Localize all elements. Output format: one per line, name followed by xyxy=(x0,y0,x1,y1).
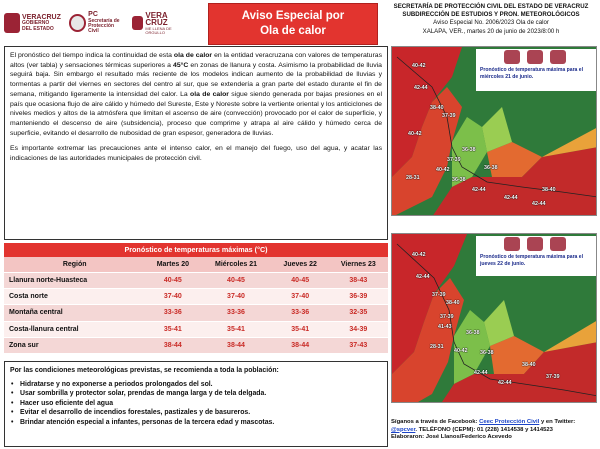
map-label: 37-39 xyxy=(440,314,454,320)
list-item: • Hacer uso eficiente del agua xyxy=(10,399,382,409)
map-label: 41-43 xyxy=(438,324,452,330)
table-row: Costa-llanura central 35-41 35-41 35-41 34-39 xyxy=(4,321,388,337)
map-label: 36-38 xyxy=(484,165,498,171)
bulletin-header: SECRETARÍA DE PROTECCIÓN CIVIL DEL ESTADO DE VERACRUZ SUBDIRECCIÓN DE ESTUDIOS Y PRON. METEOROLÓGICOS Aviso Especial No. 2006/2023 Ola de calor XALAPA, VER., martes 20 de junio de 2023/8:00 h xyxy=(393,3,589,35)
table-row: Zona sur 38-44 38-44 38-44 37-43 xyxy=(4,338,388,354)
map-label: 40-42 xyxy=(454,348,468,354)
map-caption: Pronóstico de temperatura máxima para el miércoles 21 de junio. xyxy=(480,67,584,80)
map-caption: Pronóstico de temperatura máxima para el jueves 22 de junio. xyxy=(480,254,584,267)
table-row: Llanura norte-Huasteca 40-45 40-45 40-45 38-43 xyxy=(4,272,388,288)
map-label: 38-40 xyxy=(446,300,460,306)
logo-icon xyxy=(527,50,543,64)
forecast-paragraph: El pronóstico del tiempo indica la continuidad de esta ola de calor en la entidad veracruzana con valores de temperaturas altos (ver tabla) y sensaciones térmicas superiores a 45°C en zonas de llanura y costa. Asimismo la probabilidad de lluvia seguirá baja. Sin embargo el resultado más reciente de los modelos indican aumento de la probabilidad de lluvias y tormentas a partir del viernes en sectores del centro al sur, que se extendería a gran parte del estado durante el fin de semana, mitigando ligeramente la intensidad del calor. La ola de calor sigue siendo generada por bajas presiones en el país que ocasiona flujo de aire cálido y húmedo del Sureste, Este y Noreste sobre la vertiente oriental y los anticiclones de niveles medios y altos de la atmósfera que limitan el ascenso de aire (convección) provocado por el calor de superficie, y manteniendo el descenso de aire (subsidencia), proceso que comprime y atrapa al aire cálido y húmedo cerca de superficie, evitando el desarrollo de nubosidad de gran espesor, generadora de lluvias. xyxy=(10,52,382,137)
facebook-link[interactable]: Ceec Protección Civil xyxy=(479,419,540,425)
map-label: 28-31 xyxy=(430,344,444,350)
twitter-link[interactable]: @spcver xyxy=(391,426,416,433)
map-label: 36-38 xyxy=(466,330,480,336)
col-header-day: Viernes 23 xyxy=(329,257,388,272)
map-label: 42-44 xyxy=(504,195,518,201)
map-logos xyxy=(504,50,566,64)
logo-icon xyxy=(504,237,520,251)
map-label: 40-42 xyxy=(412,63,426,69)
veracruz-shield-icon xyxy=(4,13,20,33)
map-label: 37-39 xyxy=(447,157,461,163)
col-header-region: Región xyxy=(4,257,145,272)
map-label: 37-39 xyxy=(442,113,456,119)
map-label: 42-44 xyxy=(416,274,430,280)
map-logos xyxy=(504,237,566,251)
logo-icon xyxy=(550,237,566,251)
temperature-map-thursday xyxy=(391,233,597,403)
table-title: Pronóstico de temperaturas máximas (°C) xyxy=(4,243,388,257)
map-label: 42-44 xyxy=(498,380,512,386)
map-label: 36-38 xyxy=(462,147,476,153)
map-label: 42-44 xyxy=(474,370,488,376)
list-item: • Hidratarse y no exponerse a periodos prolongados del sol. xyxy=(10,380,382,390)
map-label: 36-38 xyxy=(452,177,466,183)
map-label: 38-40 xyxy=(522,362,536,368)
map-label: 40-42 xyxy=(408,131,422,137)
table-row: Costa norte 37-40 37-40 37-40 36-39 xyxy=(4,288,388,304)
temperature-map-wednesday xyxy=(391,46,597,216)
forecast-text xyxy=(4,46,388,240)
map-label: 28-31 xyxy=(406,175,420,181)
recommendations: Por las condiciones meteorológicas previstas, se recomienda a toda la población: • Hidratarse y no exponerse a periodos prolongados del sol. • Usar sombrilla y protector solar, prendas de manga larga y de tela delgada. • Hacer uso eficiente del agua • Evitar el desarrollo de incendios forestales, pastizales y de basureros. • Brindar atención especial a infantes, personas de la tercera edad y mascotas. xyxy=(4,361,388,447)
table-row: Montaña central 33-36 33-36 33-36 32-35 xyxy=(4,305,388,321)
precaution-paragraph: Es importante extremar las precauciones ante el intenso calor, en el manejo del fuego, uso del agua, y acatar las indicaciones de las autoridades municipales de protección civil. xyxy=(10,145,382,163)
header-logos xyxy=(4,4,190,42)
map-label: 42-44 xyxy=(414,85,428,91)
logo-icon xyxy=(550,50,566,64)
contact-footer: Síganos a través de Facebook: Ceec Protección Civil y en Twitter: @spcver. TELÉFONO (CEPM): 01 (228) 1414538 y 1414523 Elaboraron: José Llanos/Federico Acevedo xyxy=(391,419,576,441)
list-item: • Usar sombrilla y protector solar, prendas de manga larga y de tela delgada. xyxy=(10,389,382,399)
map-label: 40-42 xyxy=(436,167,450,173)
map-label: 37-39 xyxy=(546,374,560,380)
pc-emblem-icon xyxy=(69,14,86,32)
temperature-table xyxy=(4,243,388,354)
map-label: 38-40 xyxy=(430,105,444,111)
proteccion-civil-logo: PC Secretaría de Protección Civil xyxy=(69,11,124,34)
veracruz-government-logo: VERACRUZ GOBIERNO DEL ESTADO xyxy=(4,13,61,33)
map-label: 40-42 xyxy=(412,252,426,258)
col-header-day: Miércoles 21 xyxy=(200,257,271,272)
map-label: 42-44 xyxy=(532,201,546,207)
logo-icon xyxy=(504,50,520,64)
list-item: • Evitar el desarrollo de incendios forestales, pastizales y de basureros. xyxy=(10,408,382,418)
bulletin-title: Aviso Especial por Ola de calor xyxy=(208,3,378,45)
map-label: 38-40 xyxy=(542,187,556,193)
map-label: 36-38 xyxy=(480,350,494,356)
list-item: • Brindar atención especial a infantes, personas de la tercera edad y mascotas. xyxy=(10,418,382,428)
col-header-day: Martes 20 xyxy=(145,257,200,272)
map-label: 37-39 xyxy=(432,292,446,298)
veracruz-brand-icon xyxy=(132,16,143,30)
veracruz-brand-logo: VERA CRUZ ME LLENA DE ORGULLO xyxy=(132,12,190,35)
col-header-day: Jueves 22 xyxy=(272,257,329,272)
logo-icon xyxy=(527,237,543,251)
map-label: 42-44 xyxy=(472,187,486,193)
